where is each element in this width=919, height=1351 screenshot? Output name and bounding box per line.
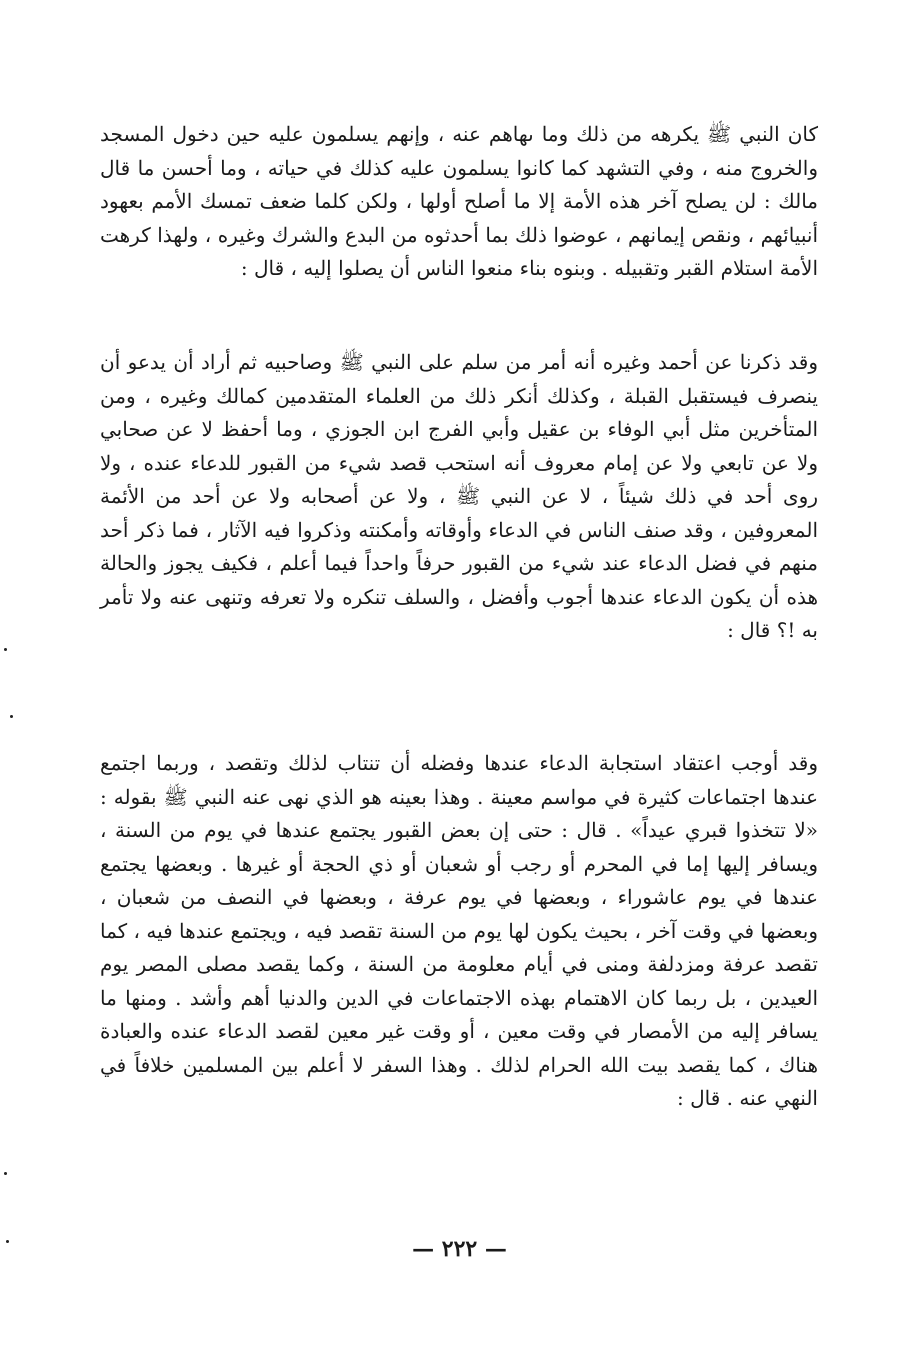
paragraph-2: وقد ذكرنا عن أحمد وغيره أنه أمر من سلم على النبي ﷺ وصاحبيه ثم أراد أن يدعو أن ينصرف فيستقبل القبلة ، وكذلك أنكر ذلك من العلماء المتقدمين كمالك وغيره ، ومن المتأخرين مثل أبي الوفاء بن عقيل وأبي الفرج ابن الجوزي ، وما أحفظ لا عن صحابي ولا عن تابعي ولا عن إمام معروف أنه استحب قصد شيء من القبور للدعاء عنده ، ولا روى أحد في ذلك شيئاً ، لا عن النبي ﷺ ، ولا عن أصحابه ولا عن أحد من الأئمة المعروفين ، وقد صنف الناس في الدعاء وأوقاته وأمكنته وذكروا فيه الآثار ، فما ذكر أحد منهم في فضل الدعاء عند شيء من القبور حرفاً واحداً فيما أعلم ، فكيف يجوز والحالة هذه أن يكون الدعاء عندها أجوب وأفضل ، والسلف تنكره ولا تعرفه وتنهى عنه ولا تأمر به !؟ قال :: [100, 350, 818, 642]
paragraph-1: كان النبي ﷺ يكرهه من ذلك وما ىهاهم عنه ، وإنهم يسلمون عليه حين دخول المسجد والخروج منه ، وفي التشهد كما كانوا يسلمون عليه كذلك في حياته ، وما أحسن ما قال مالك : لن يصلح آخر هذه الأمة إلا ما أصلح أولها ، ولكن كلما ضعف تمسك الأمم بعهود أنبيائهم ، ونقص إيمانهم ، عوضوا ذلك بما أحدثوه من البدع والشرك وغيره ، ولهذا كرهت الأمة استلام القبر وتقبيله . وبنوه بناء منعوا الناس أن يصلوا إليه ، قال :: [100, 122, 818, 280]
scan-speck: [4, 1172, 7, 1175]
scan-speck: [4, 648, 7, 651]
paragraph-3: وقد أوجب اعتقاد استجابة الدعاء عندها وفضله أن تنتاب لذلك وتقصد ، وربما اجتمع عندها اجتماعات كثيرة في مواسم معينة . وهذا بعينه هو الذي نهى عنه النبي ﷺ بقوله : «لا تتخذوا قبري عيداً» . قال : حتى إن بعض القبور يجتمع عندها في يوم من السنة ، ويسافر إليها إما في المحرم أو رجب أو شعبان أو ذي الحجة أو غيرها . وبعضها يجتمع عندها في يوم عاشوراء ، وبعضها في يوم عرفة ، وبعضها في النصف من شعبان ، وبعضها في وقت آخر ، بحيث يكون لها يوم من السنة تقصد فيه ، ويجتمع عندها فيه ، كما تقصد عرفة ومزدلفة ومنى في أيام معلومة من السنة ، وكما يقصد مصلى المصر يوم العيدين ، بل ربما كان الاهتمام بهذه الاجتماعات في الدين والدنيا أهم وأشد . ومنها ما يسافر إليه من الأمصار في وقت معين ، أو وقت غير معين لقصد الدعاء عنده والعبادة هناك ، كما يقصد بيت الله الحرام لذلك . وهذا السفر لا أعلم بين المسلمين خلافاً في النهي عنه . قال :: [100, 751, 818, 1110]
scan-speck: [10, 715, 13, 718]
page-number: — ٢٢٢ —: [412, 1236, 507, 1262]
scan-speck: [6, 1240, 9, 1243]
